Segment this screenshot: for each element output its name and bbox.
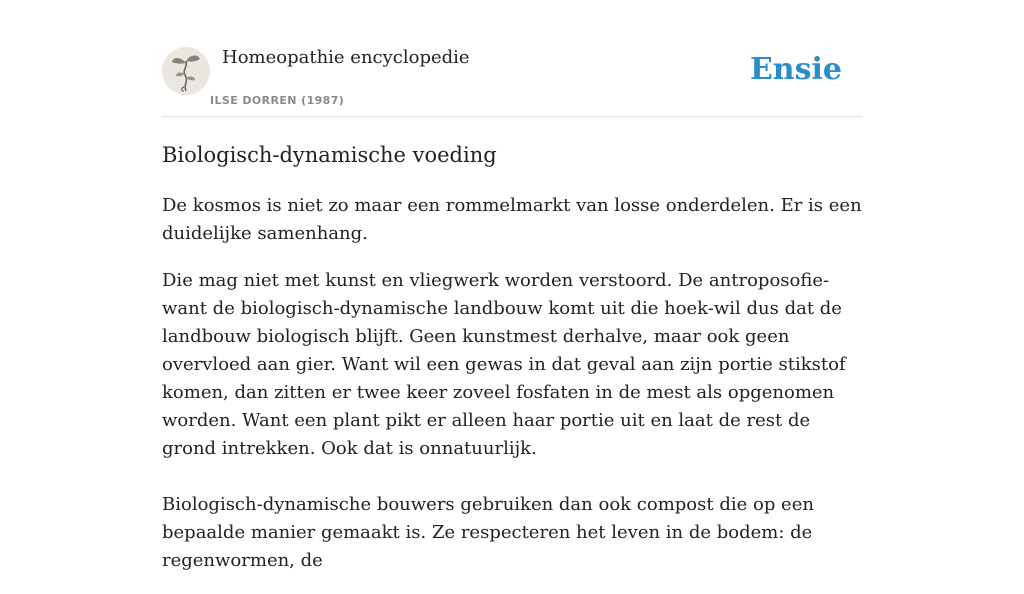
header — [162, 0, 862, 117]
book-logo — [162, 47, 210, 95]
article-paragraph: Die mag niet met kunst en vliegwerk worden verstoord. De antroposofie-want de biologisch-dynamische landbouw komt uit die hoek-wil dus dat de landbouw biologisch blijft. Geen kunstmest derhalve, maar ook geen overvloed aan gier. Want wil een gewas in dat geval aan zijn portie stikstof komen, dan zitten er twee keer zoveel fosfaten in de mest als opgenomen worden. Want een plant pikt er alleen haar portie uit en laat de rest de grond intrekken. Ook dat is onnatuurlijk. — [162, 270, 846, 459]
article-title: Biologisch-dynamische voeding — [162, 143, 497, 167]
brand-logo-link[interactable]: Ensie — [749, 52, 842, 87]
author-label[interactable]: ILSE DORREN (1987) — [210, 94, 345, 107]
page — [162, 0, 862, 571]
article-body — [162, 192, 862, 594]
book-title[interactable]: Homeopathie encyclopedie — [222, 47, 470, 68]
article-paragraph: Biologisch-dynamische bouwers gebruiken dan ook compost die op een bepaalde manier gemaakt is. Ze respecteren het leven in de bodem: de regenwormen, de — [162, 494, 814, 571]
plant-seedling-icon — [162, 47, 210, 95]
article-paragraph: De kosmos is niet zo maar een rommelmarkt van losse onderdelen. Er is een duidelijke samenhang. — [162, 195, 862, 244]
